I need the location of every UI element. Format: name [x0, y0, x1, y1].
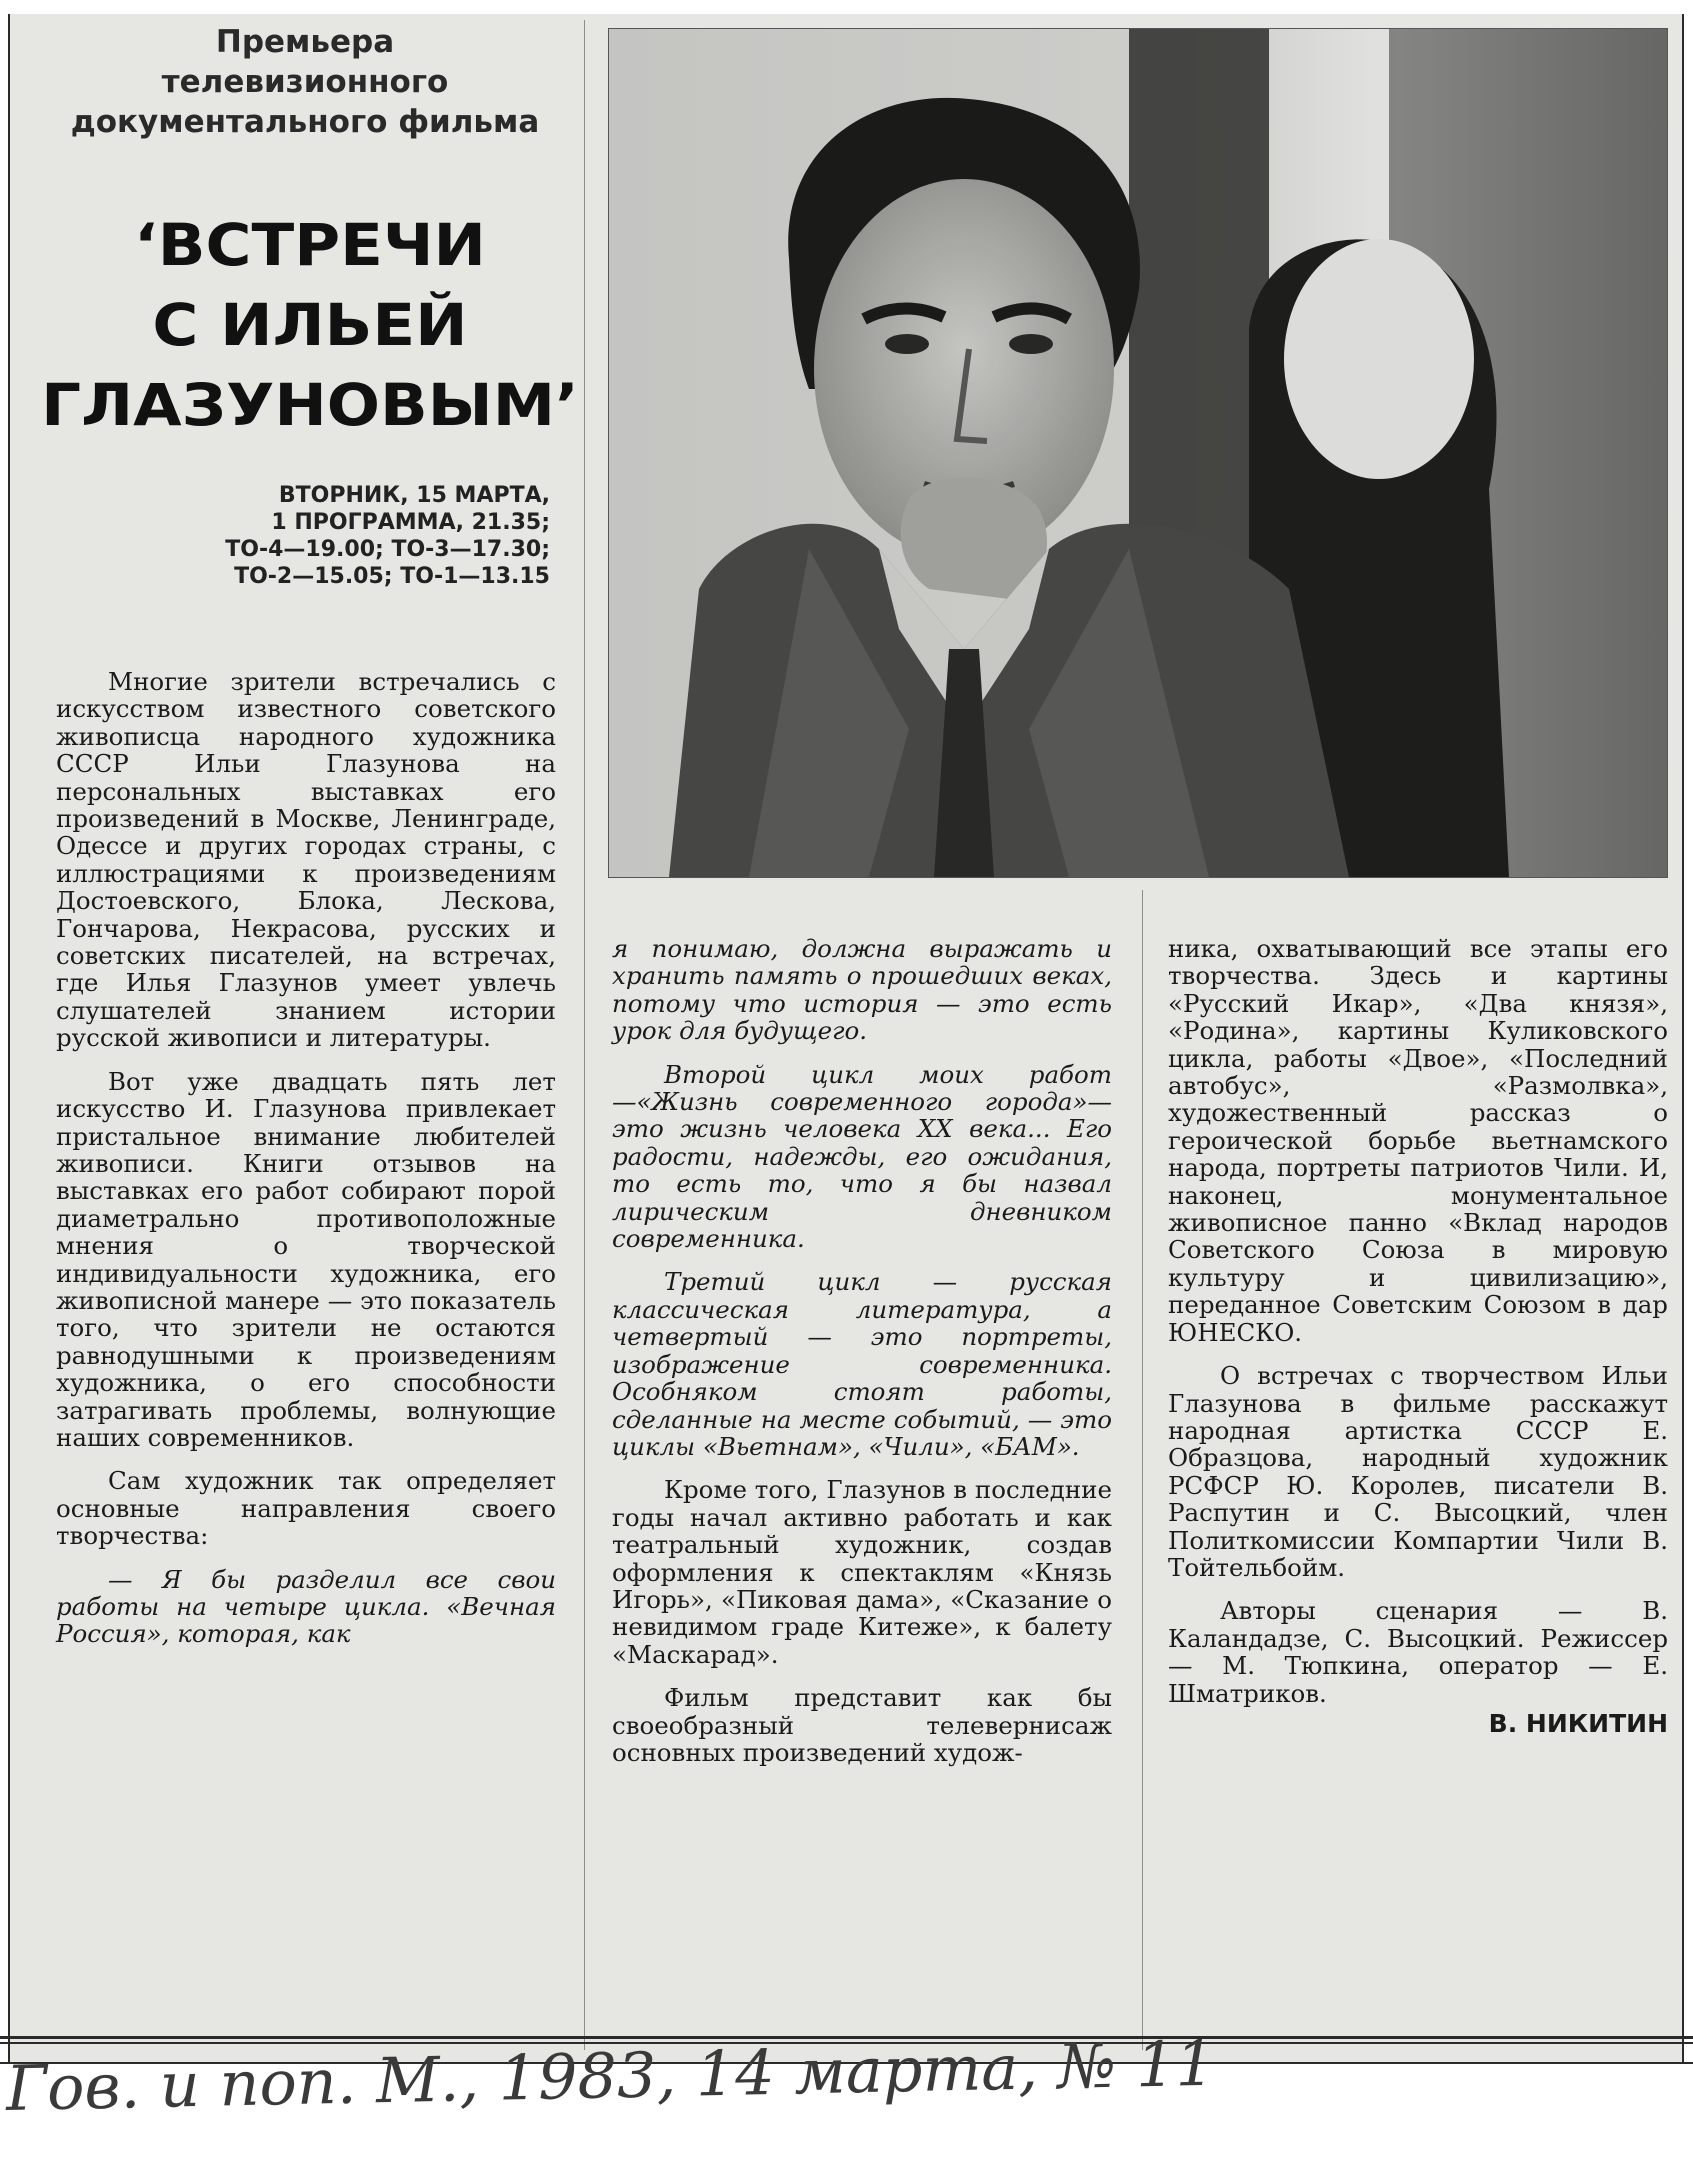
- schedule-line: ВТОРНИК, 15 МАРТА,: [278, 483, 550, 508]
- kicker: [40, 22, 570, 142]
- headline-line: ГЛАЗУНОВЫМ’: [41, 371, 579, 439]
- article-column-2: [612, 935, 1112, 1766]
- portrait-photo: [608, 28, 1668, 878]
- kicker-line: Премьера: [215, 24, 395, 60]
- kicker-line: телевизионного: [161, 64, 449, 100]
- paragraph: Фильм представит как бы своеобразный телевернисаж основных произведений худож-: [612, 1683, 1112, 1767]
- paragraph: Сам художник так определяет основные направления своего творчества:: [56, 1466, 556, 1551]
- paragraph: Многие зрители встречались с искусством известного советского живописца народного художника СССР Ильи Глазунова на персональных выставках его произведений в Москве, Ленинграде, Одессе и других городах страны, с иллюстрациями к произведениям Достоевского, Блока, Лескова, Гончарова, Некрасова, русских и советских писателей, на встречах, где Илья Глазунов умеет увлечь слушателей знанием истории русской живописи и литературы.: [56, 667, 556, 1053]
- paragraph: О встречах с творчеством Ильи Глазунова в фильме расскажут народная артистка СССР Е. Образцова, народный художник РСФСР Ю. Королев, писатели В. Распутин и С. Высоцкий, член Политкомиссии Компартии Чили В. Тойтельбойм.: [1168, 1361, 1668, 1582]
- portrait-photo-image: [609, 29, 1667, 877]
- kicker-line: документального фильма: [70, 104, 540, 140]
- quote-paragraph: — Я бы разделил все свои работы на четыре цикла. «Вечная Россия», которая, как: [56, 1564, 556, 1649]
- handwritten-source-note: Гов. и поп. М., 1983, 14 марта, № 11: [5, 2026, 1216, 2125]
- quote-paragraph: я понимаю, должна выражать и хранить память о прошедших веках, потому что история — это есть урок для будущего.: [612, 934, 1112, 1046]
- headline-line: ‘ВСТРЕЧИ: [133, 211, 486, 279]
- quote-paragraph: Второй цикл моих работ—«Жизнь современного города»— это жизнь человека XX века... Его радости, надежды, его ожидания, то есть то, что я бы назвал лирическим дневником современника.: [612, 1059, 1112, 1254]
- column-rule-2: [1142, 890, 1143, 2050]
- quote-paragraph: Третий цикл — русская классическая литература, а четвертый — это портреты, изображение современника. Особняком стоят работы, сделанные на месте событий, — это циклы «Вьетнам», «Чили», «БАМ».: [612, 1267, 1112, 1461]
- paragraph: Вот уже двадцать пять лет искусство И. Глазунова привлекает пристальное внимание любителей живописи. Книги отзывов на выставках его работ собирают порой диаметрально противоположные мнения о творческой индивидуальности художника, его живописной манере — это показатель того, что зрители не остаются равнодушными к произведениям художника, о его способности затрагивать проблемы, волнующие наших современников.: [56, 1066, 556, 1452]
- author-byline: В. НИКИТИН: [1488, 1708, 1668, 1738]
- paragraph: Кроме того, Глазунов в последние годы начал активно работать и как театральный художник, создав оформления к спектаклям «Князь Игорь», «Пиковая дама», «Сказание о невидимом граде Китеже», к балету «Маскарад».: [612, 1475, 1112, 1669]
- article-column-1: [56, 668, 556, 1648]
- schedule-line: ТО-2—15.05; ТО-1—13.15: [234, 564, 550, 589]
- article-column-3: [1168, 935, 1668, 1739]
- broadcast-schedule: [110, 482, 550, 590]
- column-rule-1: [584, 20, 585, 2050]
- headline-line: С ИЛЬЕЙ: [152, 291, 468, 359]
- schedule-line: ТО-4—19.00; ТО-3—17.30;: [225, 537, 550, 562]
- paragraph: Авторы сценария — В. Каландадзе, С. Высоцкий. Режиссер — М. Тюпкина, оператор — Е. Шматриков.: [1168, 1596, 1668, 1708]
- paragraph: ника, охватывающий все этапы его творчества. Здесь и картины «Русский Икар», «Два князя», «Родина», картины Куликовского цикла, работы «Двое», «Последний автобус», «Размолвка», художественный рассказ о героической борьбе вьетнамского народа, портреты патриотов Чили. И, наконец, монументальное живописное панно «Вклад народов Советского Союза в мировую культуру и цивилизацию», переданное Советским Союзом в дар ЮНЕСКО.: [1168, 934, 1668, 1347]
- schedule-line: 1 ПРОГРАММА, 21.35;: [271, 510, 550, 535]
- headline: [40, 205, 580, 445]
